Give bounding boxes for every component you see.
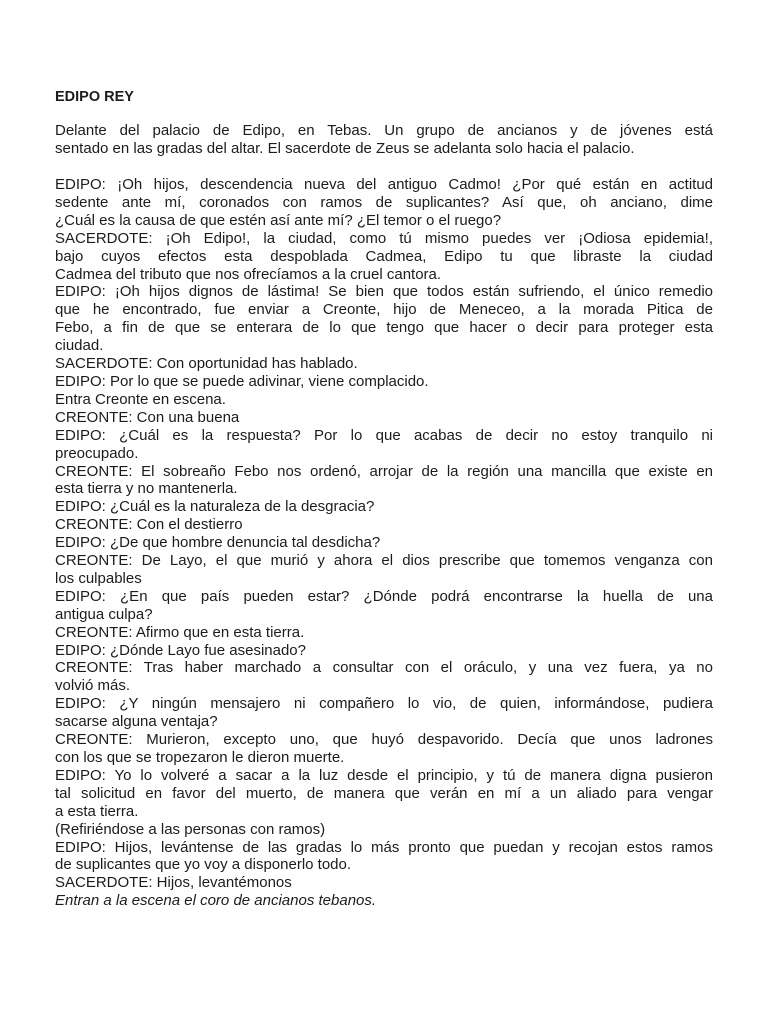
dialogue-line: antigua culpa? <box>55 605 153 623</box>
dialogue-paragraph <box>55 659 713 695</box>
dialogue-paragraph <box>55 534 713 552</box>
dialogue-line: EDIPO: Hijos, levántense de las gradas lo más pronto que puedan y recojan estos ramos <box>55 838 713 856</box>
dialogue-line: EDIPO: Por lo que se puede adivinar, viene complacido. <box>55 372 429 390</box>
dialogue-paragraph <box>55 427 713 463</box>
dialogue-line: (Refiriéndose a las personas con ramos) <box>55 820 326 838</box>
dialogue-line: preocupado. <box>55 444 139 462</box>
dialogue-body <box>55 176 713 892</box>
dialogue-line: EDIPO: ¿Y ningún mensajero ni compañero lo vio, de quien, informándose, pudiera <box>55 695 713 713</box>
dialogue-line: EDIPO: Yo lo volveré a sacar a la luz desde el principio, y tú de manera digna pusieron <box>55 766 713 784</box>
dialogue-line: EDIPO: ¡Oh hijos dignos de lástima! Se bien que todos están sufriendo, el único remedio <box>55 283 713 301</box>
dialogue-paragraph <box>55 283 713 355</box>
dialogue-paragraph <box>55 176 713 230</box>
dialogue-paragraph <box>55 731 713 767</box>
dialogue-paragraph <box>55 695 713 731</box>
dialogue-line: SACERDOTE: ¡Oh Edipo!, la ciudad, como tú mismo puedes ver ¡Odiosa epidemia!, <box>55 229 713 247</box>
dialogue-paragraph <box>55 767 713 821</box>
dialogue-paragraph <box>55 642 713 660</box>
dialogue-line: CREONTE: Con una buena <box>55 408 240 426</box>
dialogue-line: CREONTE: Tras haber marchado a consultar con el oráculo, y una vez fuera, ya no <box>55 659 713 677</box>
dialogue-line: sedente ante mí, coronados con ramos de suplicantes? Así que, oh anciano, dime <box>55 193 713 211</box>
dialogue-line: EDIPO: ¡Oh hijos, descendencia nueva del antiguo Cadmo! ¿Por qué están en actitud <box>55 176 713 193</box>
document-title: EDIPO REY <box>55 89 134 105</box>
dialogue-paragraph <box>55 463 713 499</box>
intro-paragraph <box>55 122 713 158</box>
dialogue-paragraph <box>55 230 713 284</box>
dialogue-line: SACERDOTE: Hijos, levantémonos <box>55 874 292 892</box>
dialogue-line: EDIPO: ¿Dónde Layo fue asesinado? <box>55 641 306 659</box>
dialogue-line: esta tierra y no mantenerla. <box>55 480 238 498</box>
dialogue-line: bajo cuyos efectos esta despoblada Cadmea, Edipo tu que libraste la ciudad <box>55 247 713 265</box>
intro-line: sentado en las gradas del altar. El sacerdote de Zeus se adelanta solo hacia el palacio. <box>55 139 635 157</box>
dialogue-line: sacarse alguna ventaja? <box>55 713 218 731</box>
dialogue-paragraph <box>55 552 713 588</box>
dialogue-paragraph <box>55 498 713 516</box>
dialogue-paragraph <box>55 516 713 534</box>
dialogue-line: volvió más. <box>55 677 131 695</box>
dialogue-line: a esta tierra. <box>55 802 139 820</box>
closing-stage-direction: Entran a la escena el coro de ancianos tebanos. <box>55 892 377 910</box>
dialogue-paragraph <box>55 821 713 839</box>
dialogue-line: CREONTE: Afirmo que en esta tierra. <box>55 623 305 641</box>
dialogue-paragraph <box>55 391 713 409</box>
dialogue-line: EDIPO: ¿De que hombre denuncia tal desdicha? <box>55 534 381 552</box>
intro-line: Delante del palacio de Edipo, en Tebas. Un grupo de ancianos y de jóvenes está <box>55 122 713 139</box>
dialogue-paragraph <box>55 355 713 373</box>
dialogue-line: EDIPO: ¿En que país pueden estar? ¿Dónde podrá encontrarse la huella de una <box>55 587 713 605</box>
dialogue-line: CREONTE: De Layo, el que murió y ahora el dios prescribe que tomemos venganza con <box>55 552 713 570</box>
dialogue-line: CREONTE: Murieron, excepto uno, que huyó despavorido. Decía que unos ladrones <box>55 731 713 749</box>
dialogue-line: EDIPO: ¿Cuál es la naturaleza de la desgracia? <box>55 498 375 516</box>
dialogue-line: ¿Cuál es la causa de que estén así ante mí? ¿El temor o el ruego? <box>55 211 502 229</box>
dialogue-line: Febo, a fin de que se enterara de lo que tengo que hacer o decir para proteger esta <box>55 319 713 337</box>
dialogue-line: Cadmea del tributo que nos ofrecíamos a la cruel cantora. <box>55 265 442 283</box>
dialogue-line: los culpables <box>55 569 142 587</box>
dialogue-line: CREONTE: El sobreaño Febo nos ordenó, arrojar de la región una mancilla que existe en <box>55 462 713 480</box>
dialogue-line: de suplicantes que yo voy a disponerlo todo. <box>55 856 352 874</box>
dialogue-line: Entra Creonte en escena. <box>55 390 226 408</box>
dialogue-paragraph <box>55 624 713 642</box>
dialogue-paragraph <box>55 839 713 875</box>
dialogue-line: con los que se tropezaron le dieron muerte. <box>55 749 345 766</box>
dialogue-line: EDIPO: ¿Cuál es la respuesta? Por lo que acabas de decir no estoy tranquilo ni <box>55 426 713 444</box>
dialogue-paragraph <box>55 409 713 427</box>
dialogue-paragraph <box>55 874 713 892</box>
dialogue-line: tal solicitud en favor del muerto, de manera que verán en mí a un aliado para vengar <box>55 784 713 802</box>
dialogue <box>55 176 713 910</box>
dialogue-paragraph <box>55 588 713 624</box>
dialogue-paragraph <box>55 373 713 391</box>
dialogue-line: CREONTE: Con el destierro <box>55 516 243 534</box>
dialogue-line: que he encontrado, fue enviar a Creonte, hijo de Meneceo, a la morada Pitica de <box>55 301 713 319</box>
dialogue-line: SACERDOTE: Con oportunidad has hablado. <box>55 355 358 373</box>
dialogue-line: ciudad. <box>55 337 104 355</box>
